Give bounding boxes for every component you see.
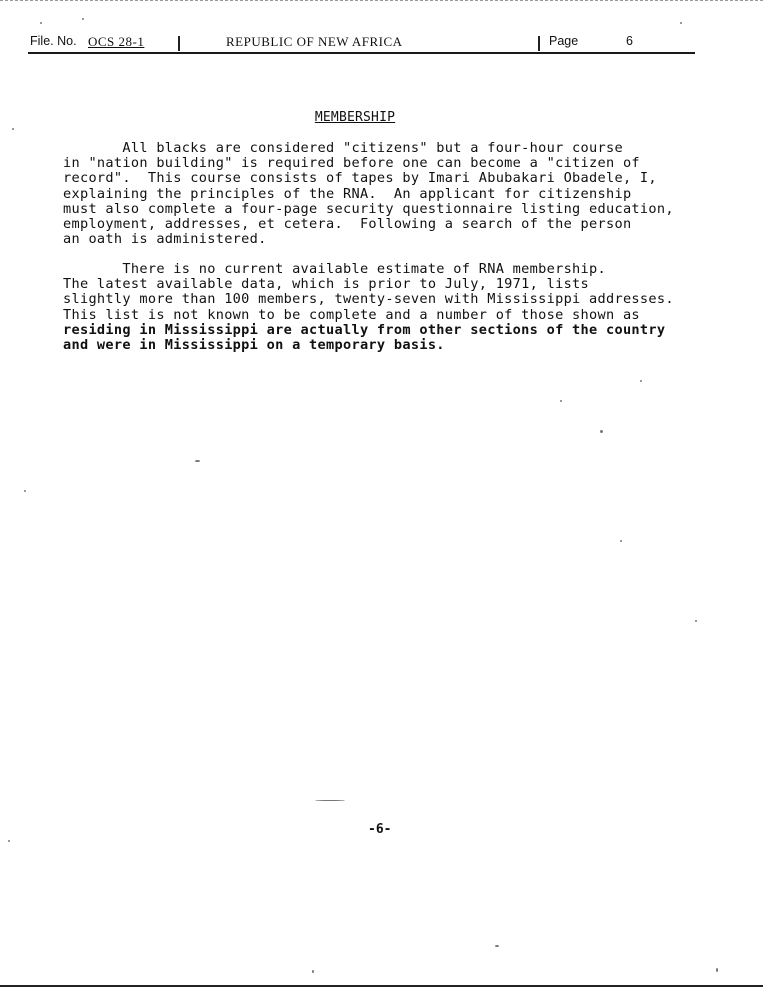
text-line: There is no current available estimate of RNA membership. xyxy=(63,261,606,277)
page-label: Page xyxy=(549,34,579,48)
file-number-label: File. No. xyxy=(30,34,77,48)
text-line: residing in Mississippi are actually from other sections of the country xyxy=(63,321,666,338)
header-divider xyxy=(538,36,540,51)
text-line: must also complete a four-page security questionnaire listing education, xyxy=(63,200,674,217)
text-line: slightly more than 100 members, twenty-seven with Mississippi addresses. xyxy=(63,291,674,308)
bottom-edge-rule xyxy=(0,985,763,987)
text-line: record". This course consists of tapes by Imari Abubakari Obadele, I, xyxy=(63,170,657,187)
text-line: employment, addresses, et cetera. Following a search of the person xyxy=(63,216,632,233)
text-line: and were in Mississippi on a temporary basis. xyxy=(63,337,445,354)
document-header xyxy=(28,34,695,52)
file-number-value: OCS 28-1 xyxy=(88,34,145,49)
paragraph-2 xyxy=(63,262,674,353)
text-line: explaining the principles of the RNA. An applicant for citizenship xyxy=(63,185,632,202)
text-line: This list is not known to be complete and a number of those shown as xyxy=(63,306,640,323)
header-rule xyxy=(28,52,695,54)
header-divider xyxy=(178,36,180,51)
page-number-value: 6 xyxy=(626,34,633,48)
header-title: REPUBLIC OF NEW AFRICA xyxy=(226,34,403,49)
page-footer: -6- xyxy=(368,822,392,837)
top-edge-perforation xyxy=(0,0,763,1)
text-line: an oath is administered. xyxy=(63,231,267,248)
text-line: in "nation building" is required before one can become a "citizen of xyxy=(63,155,640,172)
text-line: The latest available data, which is prior to July, 1971, lists xyxy=(63,276,590,293)
section-title: MEMBERSHIP xyxy=(314,110,396,125)
text-line: All blacks are considered "citizens" but a four-hour course xyxy=(63,140,623,156)
paragraph-1 xyxy=(63,141,674,247)
